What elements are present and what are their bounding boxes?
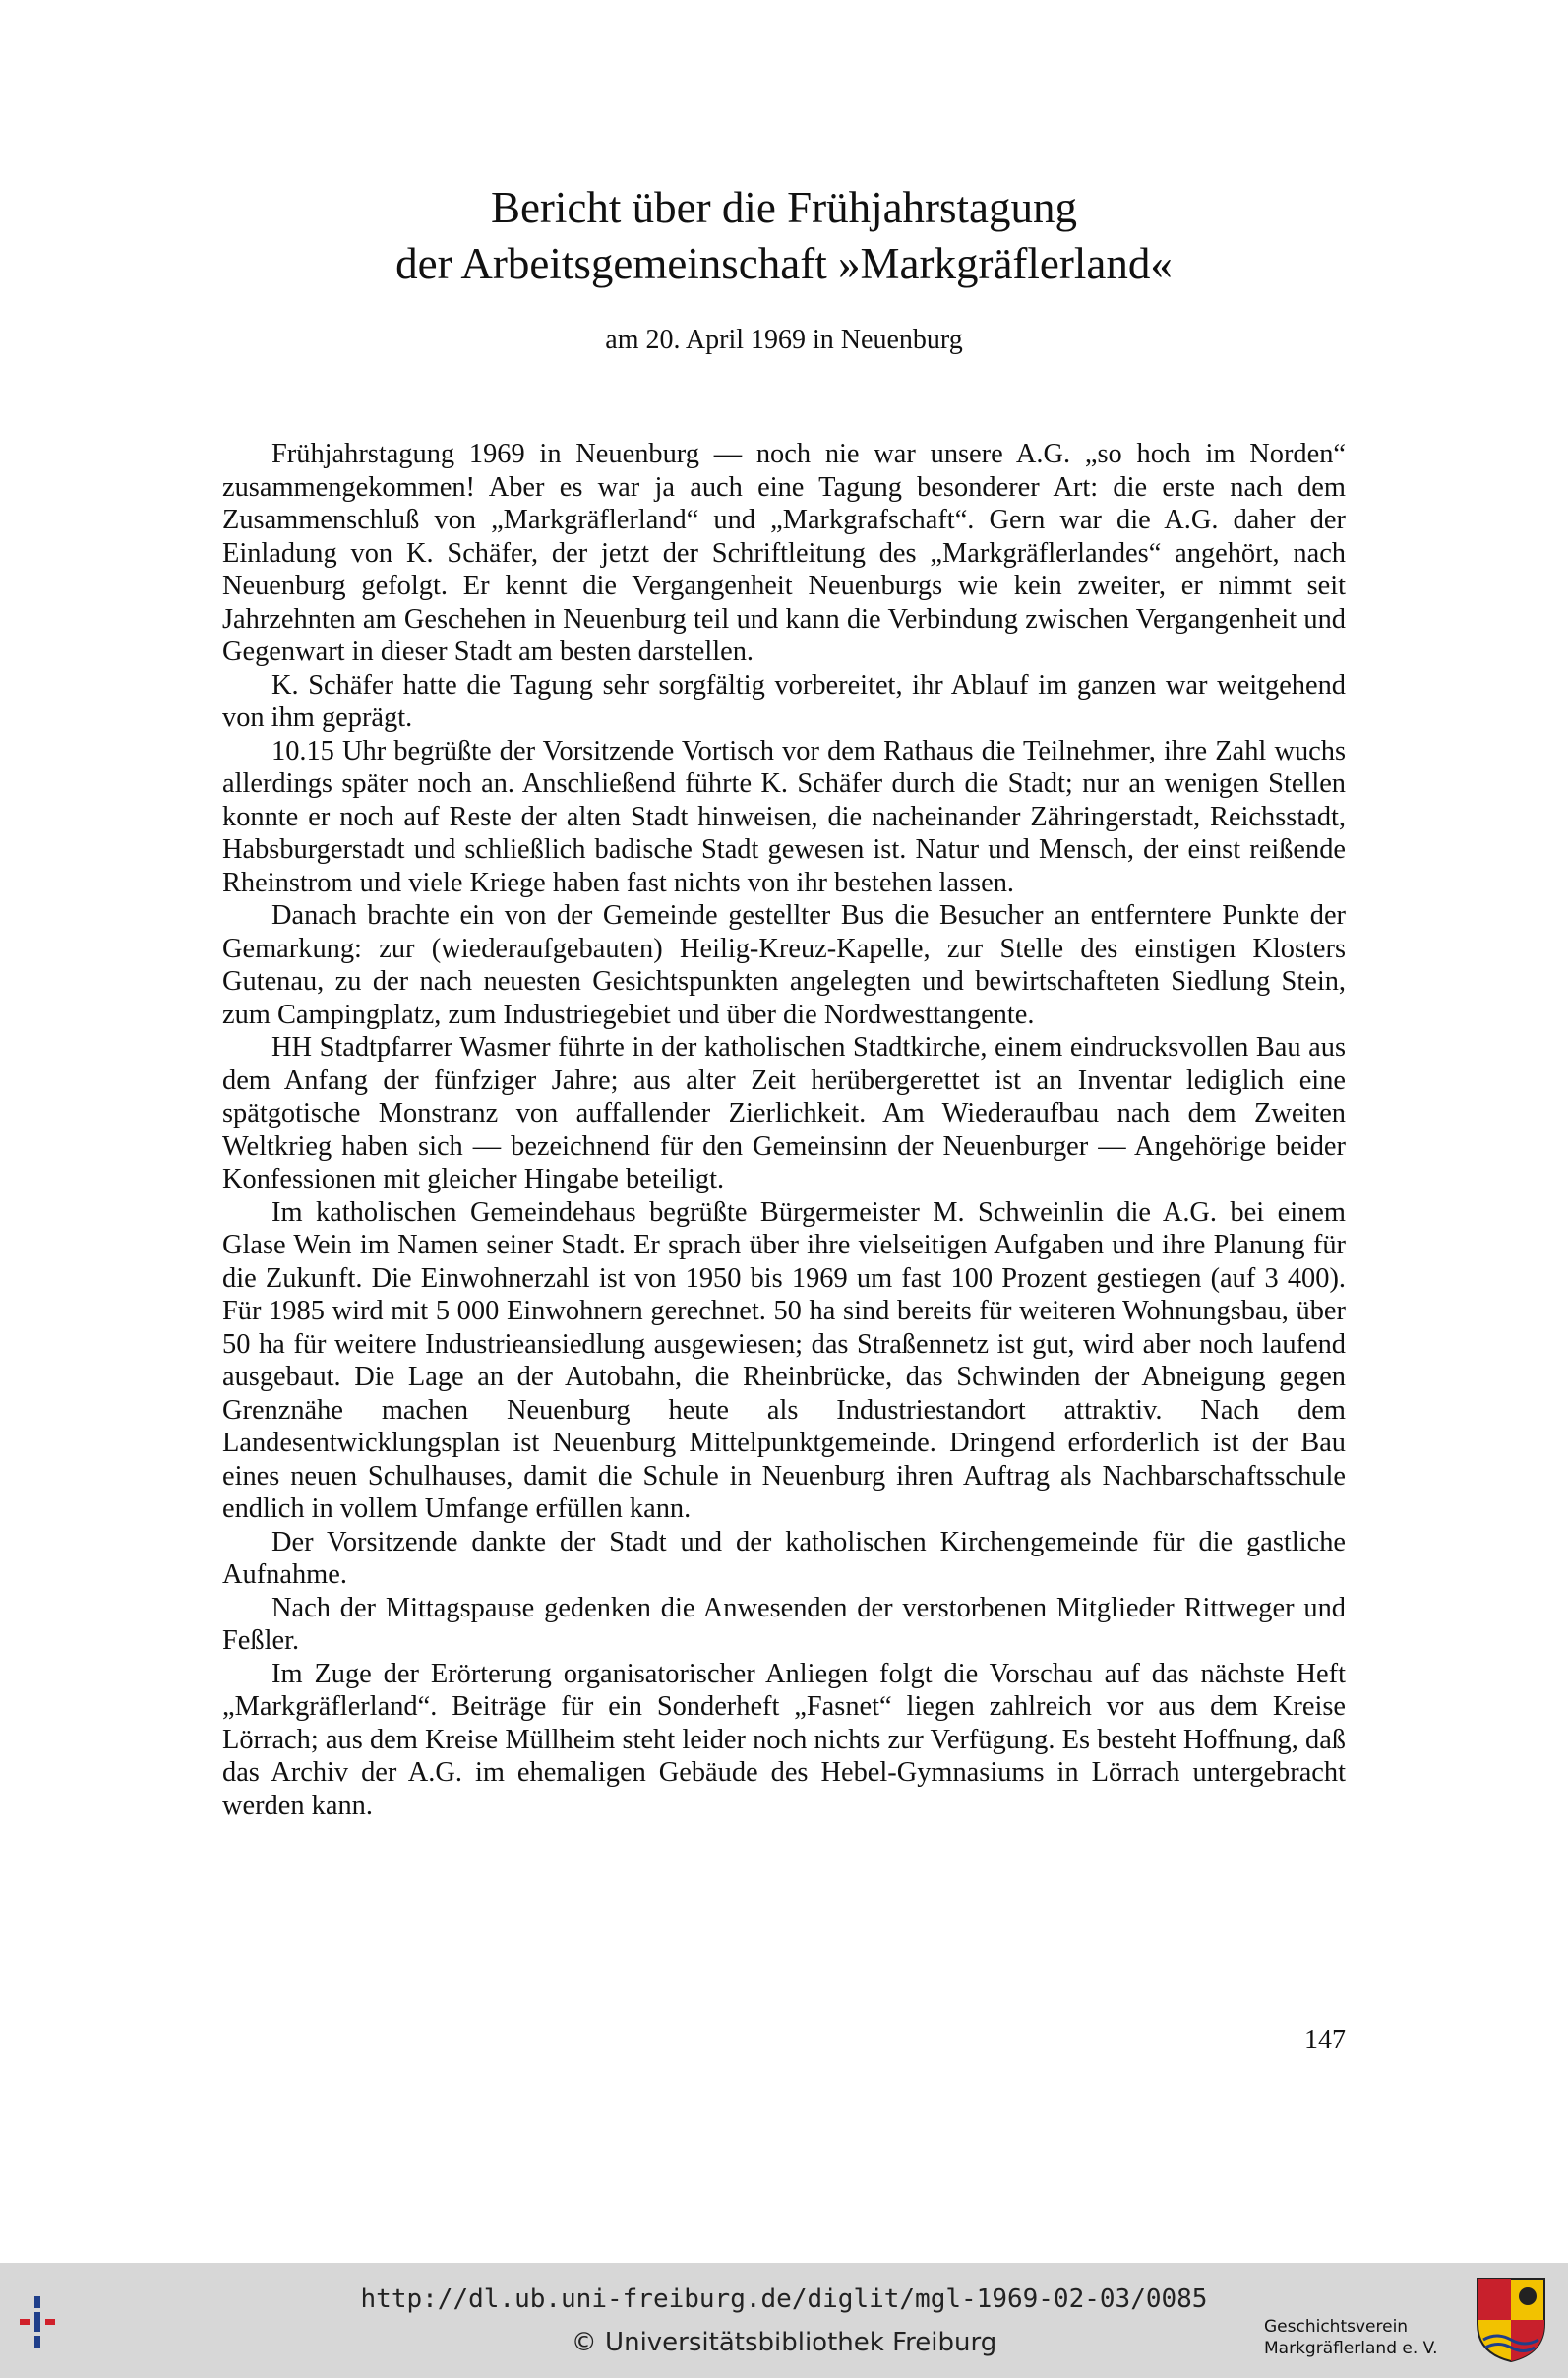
paragraph: Im katholischen Gemeindehaus begrüßte Bürgermeister M. Schweinlin die A.G. bei einem Glase Wein im Namen seiner Stadt. Er sprach über ihre vielseitigen Aufgaben und ihre Planung für die Zukunft. Die Einwohnerzahl ist von 1950 bis 1969 um fast 100 Prozent gestiegen (auf 3 400). Für 1985 wird mit 5 000 Einwohnern gerechnet. 50 ha sind bereits für weiteren Wohnungsbau, über 50 ha für weitere Industrieansiedlung ausgewiesen; das Straßennetz ist gut, wird aber noch laufend ausgebaut. Die Lage an der Autobahn, die Rheinbrücke, das Schwinden der Abneigung gegen Grenznähe machen Neuenburg heute als Industriestandort attraktiv. Nach dem Landesentwicklungsplan ist Neuenburg Mittelpunktgemeinde. Dringend erforderlich ist der Bau eines neuen Schulhauses, damit die Schule in Neuenburg ihren Auftrag als Nachbarschaftsschule endlich in vollem Umfange erfüllen kann. xyxy=(222,1196,1346,1524)
page-number: 147 xyxy=(1304,2025,1346,2055)
paragraph: Nach der Mittagspause gedenken die Anwesenden der verstorbenen Mitglieder Rittweger und Feßler. xyxy=(222,1592,1346,1656)
paragraph: Im Zuge der Erörterung organisatorischer Anliegen folgt die Vorschau auf das nächste Heft „Markgräflerland“. Beiträge für ein Sonderheft „Fasnet“ liegen zahlreich vor aus dem Kreise Lörrach; aus dem Kreise Müllheim steht leider noch nichts zur Verfügung. Es besteht Hoffnung, daß das Archiv der A.G. im ehemaligen Gebäude des Hebel-Gymnasiums in Lörrach untergebracht werden kann. xyxy=(222,1658,1346,1821)
paragraph: Frühjahrstagung 1969 in Neuenburg — noch nie war unsere A.G. „so hoch im Norden“ zusammengekommen! Aber es war ja auch eine Tagung besonderer Art: die erste nach dem Zusammenschluß von „Markgräflerland“ und „Markgrafschaft“. Gern war die A.G. daher der Einladung von K. Schäfer, der jetzt der Schriftleitung des „Markgräflerlandes“ angehört, nach Neuenburg gefolgt. Er kennt die Vergangenheit Neuenburgs wie kein zweiter, er nimmt seit Jahrzehnten am Geschehen in Neuenburg teil und kann die Verbindung zwischen Vergangenheit und Gegenwart in dieser Stadt am besten darstellen. xyxy=(222,439,1346,667)
paragraph: HH Stadtpfarrer Wasmer führte in der katholischen Stadtkirche, einem eindrucksvollen Bau aus dem Anfang der fünfziger Jahre; aus alter Zeit herübergerettet ist an Inventar lediglich eine spätgotische Monstranz von auffallender Zierlichkeit. Am Wiederaufbau nach dem Zweiten Weltkrieg haben sich — bezeichnend für den Gemeinsinn der Neuenburger — Angehörige beider Konfessionen mit gleicher Hingabe beteiligt. xyxy=(222,1032,1346,1194)
permalink-url[interactable]: http://dl.ub.uni-freiburg.de/diglit/mgl-1969-02-03/0085 xyxy=(360,2285,1208,2314)
paragraph: K. Schäfer hatte die Tagung sehr sorgfältig vorbereitet, ihr Ablauf im ganzen war weitgehend von ihm geprägt. xyxy=(222,669,1346,733)
society-line-2: Markgräflerland e. V. xyxy=(1264,2339,1438,2358)
paragraph: Danach brachte ein von der Gemeinde gestellter Bus die Besucher an entferntere Punkte der Gemarkung: zur (wiederaufgebauten) Heilig-Kreuz-Kapelle, zur Stelle des einstigen Klosters Gutenau, zu der nach neuesten Gesichtspunkten angelegten und bewirtschafteten Siedlung Stein, zum Campingplatz, zum Industriegebiet und über die Nordwesttangente. xyxy=(222,900,1346,1030)
copyright-notice: © Universitätsbibliothek Freiburg xyxy=(571,2328,997,2357)
coat-of-arms-icon xyxy=(1474,2275,1548,2365)
article-body xyxy=(222,438,1346,1822)
paragraph: 10.15 Uhr begrüßte der Vorsitzende Vortisch vor dem Rathaus die Teilnehmer, ihre Zahl wuchs allerdings später noch an. Anschließend führte K. Schäfer durch die Stadt; nur an wenigen Stellen konnte er noch auf Reste der alten Stadt hinweisen, die nacheinander Zähringerstadt, Reichsstadt, Habsburgerstadt und schließlich badische Stadt gewesen ist. Natur und Mensch, der einst reißende Rheinstrom und viele Kriege haben fast nichts von ihr bestehen lassen. xyxy=(222,735,1346,898)
page-subtitle: am 20. April 1969 in Neuenburg xyxy=(605,325,963,355)
title-line-2: der Arbeitsgemeinschaft »Markgräflerland« xyxy=(395,239,1173,288)
footer-bar xyxy=(0,2263,1568,2378)
paragraph: Der Vorsitzende dankte der Stadt und der katholischen Kirchengemeinde für die gastliche Aufnahme. xyxy=(222,1526,1346,1590)
title-line-1: Bericht über die Frühjahrstagung xyxy=(490,183,1078,232)
society-line-1: Geschichtsverein xyxy=(1264,2317,1409,2337)
page-title xyxy=(0,180,1568,292)
society-name xyxy=(1264,2316,1438,2359)
